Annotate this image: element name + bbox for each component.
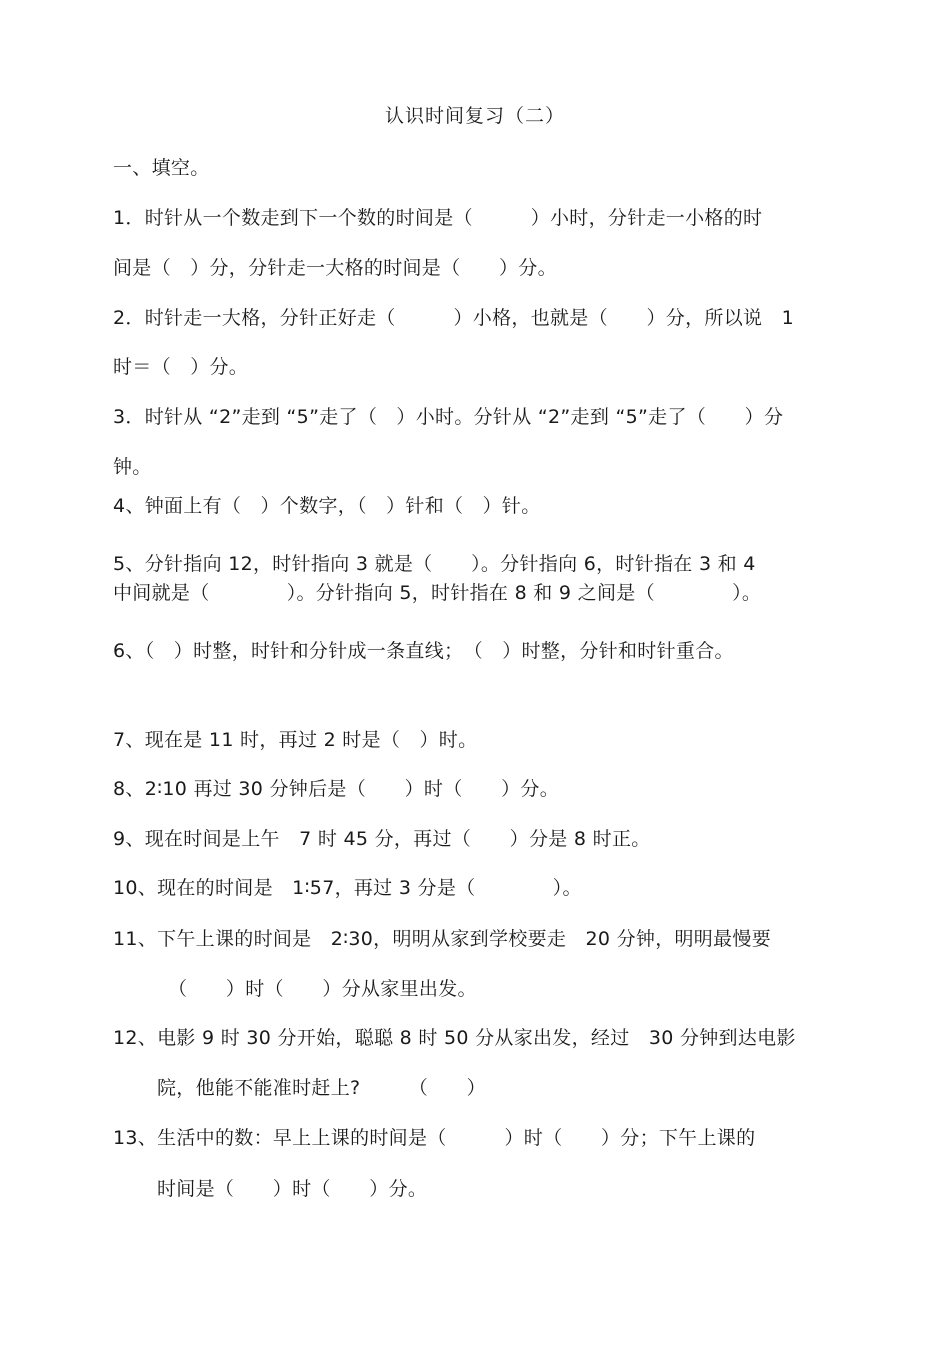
question-line: 院，他能不能准时赶上? （ ） [157, 1077, 486, 1099]
question-line: （ ）时（ ）分从家里出发。 [168, 978, 477, 1000]
question-line: 间是（ ）分，分针走一大格的时间是（ ）分。 [113, 257, 557, 279]
question-line: 3．时针从 “2”走到 “5”走了（ ）小时。分针从 “2”走到 “5”走了（ ）分 [113, 406, 784, 428]
question-line: 2．时针走一大格，分针正好走（ ）小格，也就是（ ）分，所以说 1 [113, 307, 794, 329]
question-line: 10、现在的时间是 1∶57，再过 3 分是（ ）。 [113, 877, 582, 899]
question-line: 7、现在是 11 时，再过 2 时是（ ）时。 [113, 729, 478, 751]
page-title: 认识时间复习（二） [384, 105, 565, 127]
question-line: 13、生活中的数：早上上课的时间是（ ）时（ ）分；下午上课的 [113, 1127, 756, 1149]
question-line: 11、下午上课的时间是 2∶30，明明从家到学校要走 20 分钟，明明最慢要 [113, 928, 772, 950]
section-heading: 一、填空。 [113, 157, 210, 179]
question-line: 时间是（ ）时（ ）分。 [157, 1178, 428, 1200]
question-line: 8、2∶10 再过 30 分钟后是（ ）时（ ）分。 [113, 778, 559, 800]
question-line: 中间就是（ ）。分针指向 5，时针指在 8 和 9 之间是（ ）。 [113, 582, 762, 604]
question-line: 5、分针指向 12，时针指向 3 就是（ ）。分针指向 6，时针指在 3 和 4 [113, 553, 756, 575]
question-line: 9、现在时间是上午 7 时 45 分，再过（ ）分是 8 时正。 [113, 828, 651, 850]
question-line: 时＝（ ）分。 [113, 356, 249, 378]
question-line: 6、（ ）时整，时针和分针成一条直线； （ ）时整，分针和时针重合。 [113, 640, 734, 662]
question-line: 钟。 [113, 456, 152, 478]
question-line: 12、电影 9 时 30 分开始，聪聪 8 时 50 分从家出发，经过 30 分钟到达电影 [113, 1027, 796, 1049]
question-line: 4、钟面上有（ ）个数字，（ ）针和（ ）针。 [113, 495, 541, 517]
question-line: 1．时针从一个数走到下一个数的时间是（ ）小时，分针走一小格的时 [113, 207, 763, 229]
